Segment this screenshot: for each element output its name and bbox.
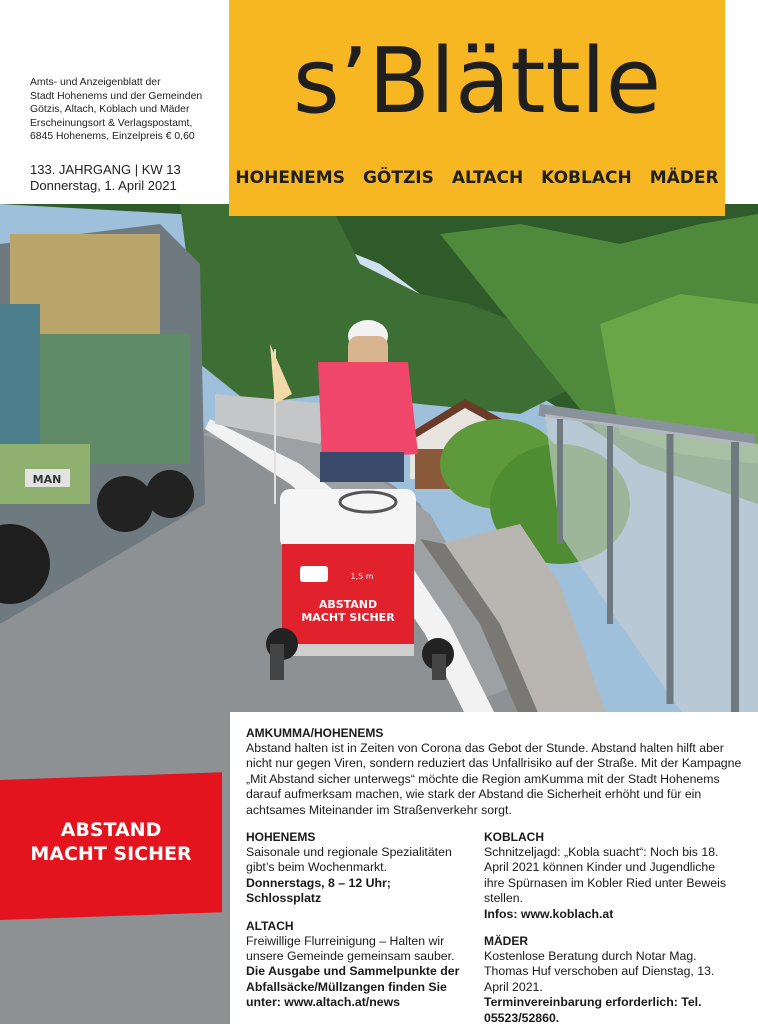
imprint-line: Amts- und Anzeigenblatt der (30, 77, 161, 88)
right-column (484, 830, 734, 1026)
campaign-line1: ABSTAND (60, 819, 162, 841)
hohenems-heading: HOHENEMS (246, 830, 316, 844)
town-goetzis: GÖTZIS (362, 168, 434, 188)
hohenems-body: Saisonale und regionale Spezialitäten gibt’s beim Wochenmarkt. (246, 845, 452, 875)
masthead (229, 0, 725, 216)
trailer-sign-line2: MACHT SICHER (301, 611, 395, 624)
newspaper-title: s’Blättle (292, 29, 662, 134)
imprint-block (30, 76, 225, 144)
truck-brand: MAN (32, 473, 62, 486)
imprint-line: Stadt Hohenems und der Gemeinden (30, 90, 203, 102)
trailer-sign-line1: ABSTAND (318, 598, 378, 611)
town-maeder: MÄDER (649, 168, 719, 188)
maeder-body: Kostenlose Beratung durch Notar Mag. Thomas Huf verschoben auf Dienstag, 13. April 2021. (484, 949, 715, 994)
altach-details: Die Ausgabe und Sammelpunkte der Abfallsäcke/Müllzangen finden Sie unter: www.altach.at/news (246, 964, 460, 1010)
towns-list (229, 168, 725, 188)
koblach-body: Schnitzeljagd: „Kobla suacht“: Noch bis 18. April 2021 können Kinder und Jugendliche ihre Spürnasen im Kobler Ried unter Beweis stellen. (484, 845, 726, 906)
imprint-line: Götzis, Altach, Koblach und Mäder (30, 104, 190, 115)
campaign-banner-text (0, 818, 222, 866)
campaign-line2: MACHT SICHER (30, 843, 192, 865)
altach-heading: ALTACH (246, 918, 294, 933)
trailer-distance: 1,5 m (350, 572, 374, 581)
imprint-line: Erscheinungsort & Verlagspostamt, (30, 117, 193, 129)
issue-date: Donnerstag, 1. April 2021 (30, 178, 177, 193)
issue-info (30, 162, 225, 194)
left-column (246, 830, 468, 1011)
maeder-heading: MÄDER (484, 934, 528, 949)
koblach-link[interactable]: Infos: www.koblach.at (484, 906, 614, 921)
article-body: Abstand halten ist in Zeiten von Corona das Gebot der Stunde. Abstand halten hilft aber nicht nur gegen Viren, sondern reduziert das Unfallrisiko auf der Straße. Mit der Kampagne „Mit Abstand sicher unterwegs“ möchte die Region amKumma mit der Stadt Hohenems darauf aufmerksam machen, wie stark der Abstand die Sicherheit erhöht und für ein achtsames Miteinander im Straßenverkehr sorgt. (246, 741, 742, 817)
issue-volume: 133. JAHRGANG | KW 13 (30, 162, 181, 177)
imprint-line: 6845 Hohenems, Einzelpreis € 0,60 (30, 131, 195, 142)
town-koblach: KOBLACH (541, 168, 632, 188)
news-panel (230, 712, 758, 1024)
town-hohenems: HOHENEMS (235, 168, 345, 188)
altach-body: Freiwillige Flurreinigung – Halten wir unsere Gemeinde gemeinsam sauber. (246, 933, 455, 964)
main-article (246, 726, 746, 818)
town-altach: ALTACH (451, 168, 524, 188)
koblach-heading: KOBLACH (484, 830, 544, 844)
article-heading: AMKUMMA/HOHENEMS (246, 726, 384, 740)
hohenems-details: Donnerstags, 8 – 12 Uhr; Schlossplatz (246, 875, 391, 906)
maeder-details: Terminvereinbarung erforderlich: Tel. 05523/52860. (484, 995, 702, 1025)
